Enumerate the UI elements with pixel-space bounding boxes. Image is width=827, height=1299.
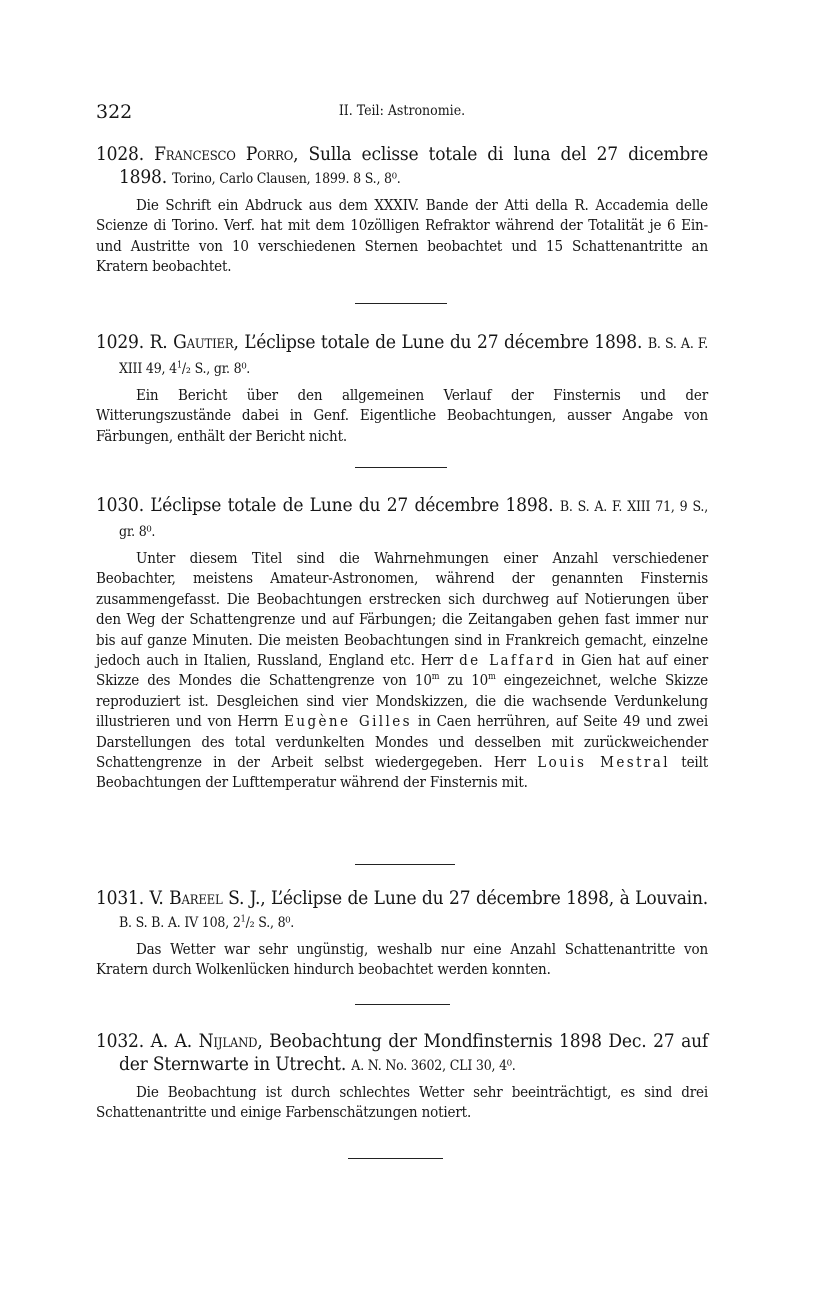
publication-text: /₂ S., 8⁰. — [245, 915, 295, 931]
entry-abstract: Die Beobachtung ist durch schlechtes Wetter sehr beeinträchtigt, es sind drei Schattenantritte und einige Farbenschätzungen notiert. — [96, 1083, 708, 1122]
observer-name: de Laffard — [459, 651, 557, 670]
entry-title: Sulla eclisse totale di luna del 27 dicembre 1898. — [119, 143, 708, 188]
entry-abstract — [96, 548, 708, 793]
entry-number: 1028. — [96, 143, 144, 165]
separator-rule — [355, 1004, 450, 1005]
entry-publication: B. S. A. F. XIII 71, 9 S., gr. 8⁰. — [119, 499, 709, 540]
publication-text: /₂ S., gr. 8⁰. — [181, 361, 251, 377]
entry-heading — [96, 143, 708, 191]
abstract-text: in Gien hat auf einer Skizze des Mondes die Schattengrenze von 10 — [96, 651, 709, 690]
page-header — [96, 101, 708, 125]
running-head: II. Teil: Astronomie. — [338, 103, 466, 119]
separator-rule — [355, 864, 455, 865]
entry-abstract: Ein Bericht über den allgemeinen Verlauf der Finsternis und der Witterungszustände dabei in Genf. Eigentliche Beobachtungen, ausser Angabe von Färbungen, enthält der Bericht nicht. — [96, 386, 708, 445]
entry-1028 — [96, 143, 708, 277]
entry-publication: Torino, Carlo Clausen, 1899. 8 S., 8⁰. — [172, 171, 401, 187]
entry-publication — [119, 915, 294, 931]
entry-title: L’éclipse totale de Lune du 27 décembre 1898. — [150, 494, 554, 516]
entry-title: L’éclipse totale de Lune du 27 décembre 1898. — [244, 331, 643, 353]
entry-number: 1031. — [96, 887, 144, 909]
entry-1031 — [96, 887, 708, 980]
observer-name: Eugène Gilles — [284, 712, 412, 731]
entry-author: V. Bareel — [149, 887, 223, 909]
entry-number: 1029. — [96, 331, 144, 353]
entry-publication: A. N. No. 3602, CLI 30, 4⁰. — [351, 1058, 516, 1074]
abstract-text: in Caen herrühren, auf Seite 49 und zwei Darstellungen des total verdunkelten Mondes und desselben mit zurückweichender Schattengrenze in der Arbeit selbst wiedergegeben. Herr — [96, 712, 709, 772]
entry-number: 1030. — [96, 494, 144, 516]
page-number: 322 — [96, 101, 133, 123]
entry-1032 — [96, 1030, 708, 1123]
entry-author: Francesco Porro, — [154, 143, 299, 165]
entry-author: A. A. Nijland, — [150, 1030, 263, 1052]
entry-heading — [96, 331, 708, 381]
entry-title: Beobachtung der Mondfinsternis 1898 Dec. 27 auf der Sternwarte in Utrecht. — [119, 1030, 709, 1075]
abstract-text: Unter diesem Titel sind die Wahrnehmungen einer Anzahl verschiedener Beobachter, meistens Amateur-Astronomen, während der genannten Finsternis zusammengefasst. Die Beobachtungen erstrecken sich durchweg auf Notierungen über den Weg der Schattengrenze und auf Färbungen; die Zeitangaben gehen fast immer nur bis auf ganze Minuten. Die meisten Beobachtungen sind in Frankreich gemacht, einzelne jedoch auch in Italien, Russland, England etc. Herr — [96, 549, 708, 670]
entry-author: R. Gautier, — [149, 331, 239, 353]
entry-1030 — [96, 494, 708, 793]
fraction-numerator: 1 — [240, 914, 246, 925]
entry-title: S. J., L’éclipse de Lune du 27 décembre 1898, à Louvain. — [228, 887, 708, 909]
entry-abstract: Das Wetter war sehr ungünstig, weshalb nur eine Anzahl Schattenantritte von Kratern durch Wolkenlücken hindurch beobachtet werden konnten. — [96, 940, 708, 979]
separator-rule — [348, 1158, 443, 1159]
abstract-text: teilt Beobachtungen der Lufttemperatur während der Finsternis mit. — [96, 753, 708, 792]
minutes-superscript: m — [431, 672, 440, 683]
separator-rule — [355, 303, 447, 304]
entry-heading — [96, 1030, 708, 1078]
abstract-text: eingezeichnet, welche Skizze reproduziert ist. Desgleichen sind vier Mondskizzen, die die wachsende Verdunkelung illustrieren und von Herrn — [96, 671, 708, 731]
minutes-superscript: m — [488, 672, 496, 683]
fraction-numerator: 1 — [176, 360, 182, 371]
entry-1029 — [96, 331, 708, 446]
separator-rule — [355, 467, 447, 468]
publication-text: B. S. B. A. IV 108, 2 — [119, 915, 241, 931]
entry-heading — [96, 887, 708, 935]
entry-abstract: Die Schrift ein Abdruck aus dem XXXIV. Bande der Atti della R. Accademia delle Scienze di Torino. Verf. hat mit dem 10zölligen Refraktor während der Totalität je 6 Ein- und Austritte von 10 verschiedenen Sternen beobachtet und 15 Schattenantritte an Kratern beobachtet. — [96, 196, 708, 276]
abstract-text: zu 10 — [439, 671, 489, 690]
publication-text: B. S. A. F. XIII 49, 4 — [119, 336, 709, 377]
entry-number: 1032. — [96, 1030, 144, 1052]
entry-heading — [96, 494, 708, 544]
observer-name: Louis Mestral — [537, 753, 670, 772]
